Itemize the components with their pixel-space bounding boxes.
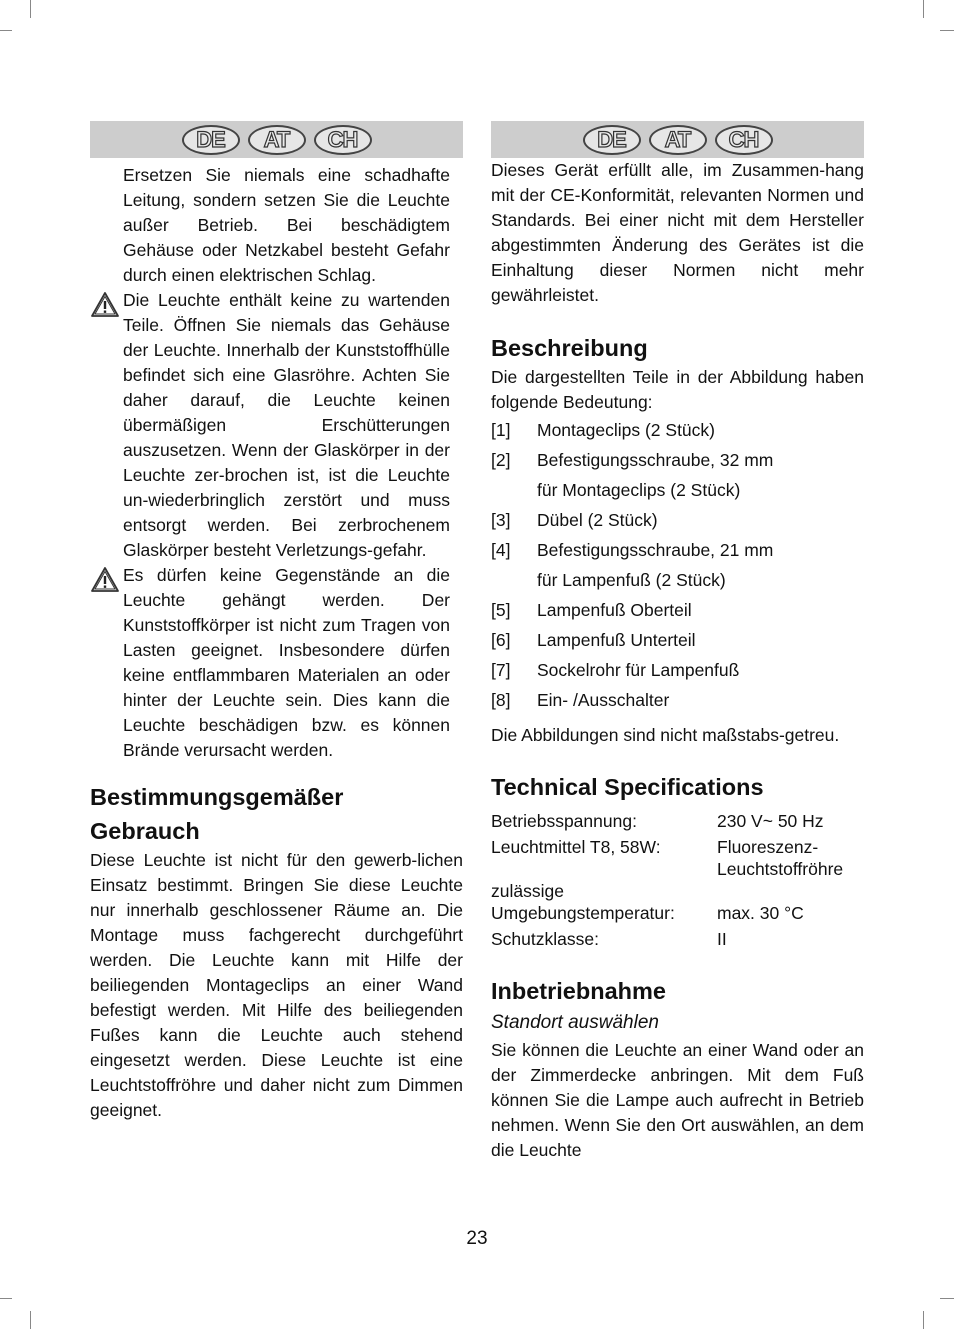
safety-paragraph: Ersetzen Sie niemals eine schadhafte Leitung, sondern setzen Sie die Leuchte außer Betrieb. Bei beschädigtem Gehäuse oder Netzkabel besteht Gefahr durch einen elektrischen Schlag. [123,165,450,285]
spec-label: Betriebsspannung: [491,811,637,831]
part-description: Sockelrohr für Lampenfuß [537,660,740,680]
section-heading: Technical Specifications [491,774,764,800]
ce-paragraph: Dieses Gerät erfüllt alle, im Zusammen-hang mit der CE-Konformität, relevanten Normen und Standards. Bei einer nicht mit dem Hersteller abgestimmten Änderung des Gerätes ist die Einhaltung dieser Normen nicht mehr gewährleistet. [491,160,864,305]
parts-list-item [491,685,864,715]
spec-value: II [717,929,727,949]
spec-value: 230 V~ 50 Hz [717,811,824,831]
parts-list-item [491,415,864,445]
parts-list-item [491,595,864,625]
crop-mark [923,1311,924,1329]
part-number: [2] [491,450,511,470]
spec-row [491,836,864,880]
part-description: für Montageclips (2 Stück) [537,480,741,500]
part-description: Dübel (2 Stück) [537,510,658,530]
operation-paragraph: Sie können die Leuchte an einer Wand oder an der Zimmerdecke anbringen. Mit dem Fuß können Sie die Lampe auch aufrecht in Betrieb nehmen. Wenn Sie den Ort auswählen, an dem die Leuchte [491,1040,864,1160]
usage-paragraph: Diese Leuchte ist nicht für den gewerb-lichen Einsatz bestimmt. Bringen Sie diese Leuchte nur innerhalb geschlossener Räume an. Die Montage muss fachgerecht durchgeführt werden. Die Leuchte kann mit Hilfe der beiliegenden Montageclips an einer Wand befestigt werden. Mit Hilfe des beiliegenden Fußes kann die Leuchte auch stehend eingesetzt werden. Diese Leuchte ist eine Leuchtstoffröhre und daher nicht zum Dimmen geeignet. [90,850,463,1120]
spec-label: zulässige Umgebungstemperatur: [491,881,675,923]
spec-row [491,880,864,924]
part-description: für Lampenfuß (2 Stück) [537,570,726,590]
parts-list-item [491,625,864,655]
country-badge-at: AT [649,125,707,155]
crop-mark [0,1298,12,1299]
warning-block [123,288,450,563]
crop-mark [940,1298,954,1299]
part-number: [3] [491,510,511,530]
spec-label: Schutzklasse: [491,929,599,949]
crop-mark [30,1311,31,1329]
parts-list-item [491,655,864,685]
page-number: 23 [466,1228,488,1249]
section-heading: Bestimmungsgemäßer Gebrauch [90,784,344,844]
subsection-heading: Standort auswählen [491,1012,659,1033]
country-badge-at: AT [248,125,306,155]
spec-value: Fluoreszenz- Leuchtstoffröhre [717,837,844,879]
spec-label: Leuchtmittel T8, 58W: [491,837,661,857]
part-number: [6] [491,630,511,650]
warning-triangle-icon [90,566,120,593]
warning-paragraph: Es dürfen keine Gegenstände an die Leuchte gehängt werden. Der Kunststoffkörper ist nicht zum Tragen von Lasten geeignet. Insbesondere dürfen keine entflammbaren Materialen an oder hinter der Leuchte sein. Dies kann die Leuchte beschädigen bzw. es können Brände verursacht werden. [123,565,450,760]
scale-note: Die Abbildungen sind nicht maßstabs-getreu. [491,725,840,745]
part-description: Lampenfuß Oberteil [537,600,692,620]
part-number: [7] [491,660,511,680]
part-description: Lampenfuß Unterteil [537,630,696,650]
country-badge-ch: CH [715,125,773,155]
spec-row [491,806,864,836]
crop-mark [923,0,924,18]
crop-mark [30,0,31,18]
country-badge-ch: CH [314,125,372,155]
warning-block [123,563,450,763]
part-number: [8] [491,690,511,710]
country-header [90,121,463,158]
part-number: [4] [491,540,511,560]
country-badge-de: DE [583,125,641,155]
part-number [491,565,537,595]
parts-list-item [491,505,864,535]
country-header [491,121,864,158]
part-description: Ein- /Ausschalter [537,690,670,710]
crop-mark [0,30,12,31]
spec-row [491,924,864,954]
parts-list-item [491,535,864,565]
spec-value: max. 30 °C [717,903,804,923]
part-description: Montageclips (2 Stück) [537,420,715,440]
left-column [90,121,463,1123]
part-number: [5] [491,600,511,620]
spec-table [491,806,864,954]
warning-paragraph: Die Leuchte enthält keine zu wartenden Teile. Öffnen Sie niemals das Gehäuse der Leuchte. Innerhalb der Kunststoffhülle befindet sich eine Glasröhre. Achten Sie daher darauf, die Leuchte keinen übermäßigen Erschütterungen auszusetzen. Wenn der Glaskörper in der Leuchte zer-brochen ist, ist die Leuchte un-wiederbringlich zerstört und muss entsorgt werden. Bei zerbrochenem Glaskörper besteht Verletzungs-gefahr. [123,290,450,560]
crop-mark [940,30,954,31]
parts-list [491,415,864,715]
safety-section [90,158,463,763]
parts-list-item [491,475,864,505]
right-column [491,121,864,1163]
part-number: [1] [491,420,511,440]
country-badge-de: DE [182,125,240,155]
parts-list-item [491,445,864,475]
part-number [491,475,537,505]
warning-triangle-icon [90,291,120,318]
section-heading: Beschreibung [491,335,648,361]
part-description: Befestigungsschraube, 32 mm [537,450,774,470]
part-description: Befestigungsschraube, 21 mm [537,540,774,560]
section-heading: Inbetriebnahme [491,978,666,1004]
description-intro: Die dargestellten Teile in der Abbildung haben folgende Bedeutung: [491,367,864,412]
parts-list-item [491,565,864,595]
